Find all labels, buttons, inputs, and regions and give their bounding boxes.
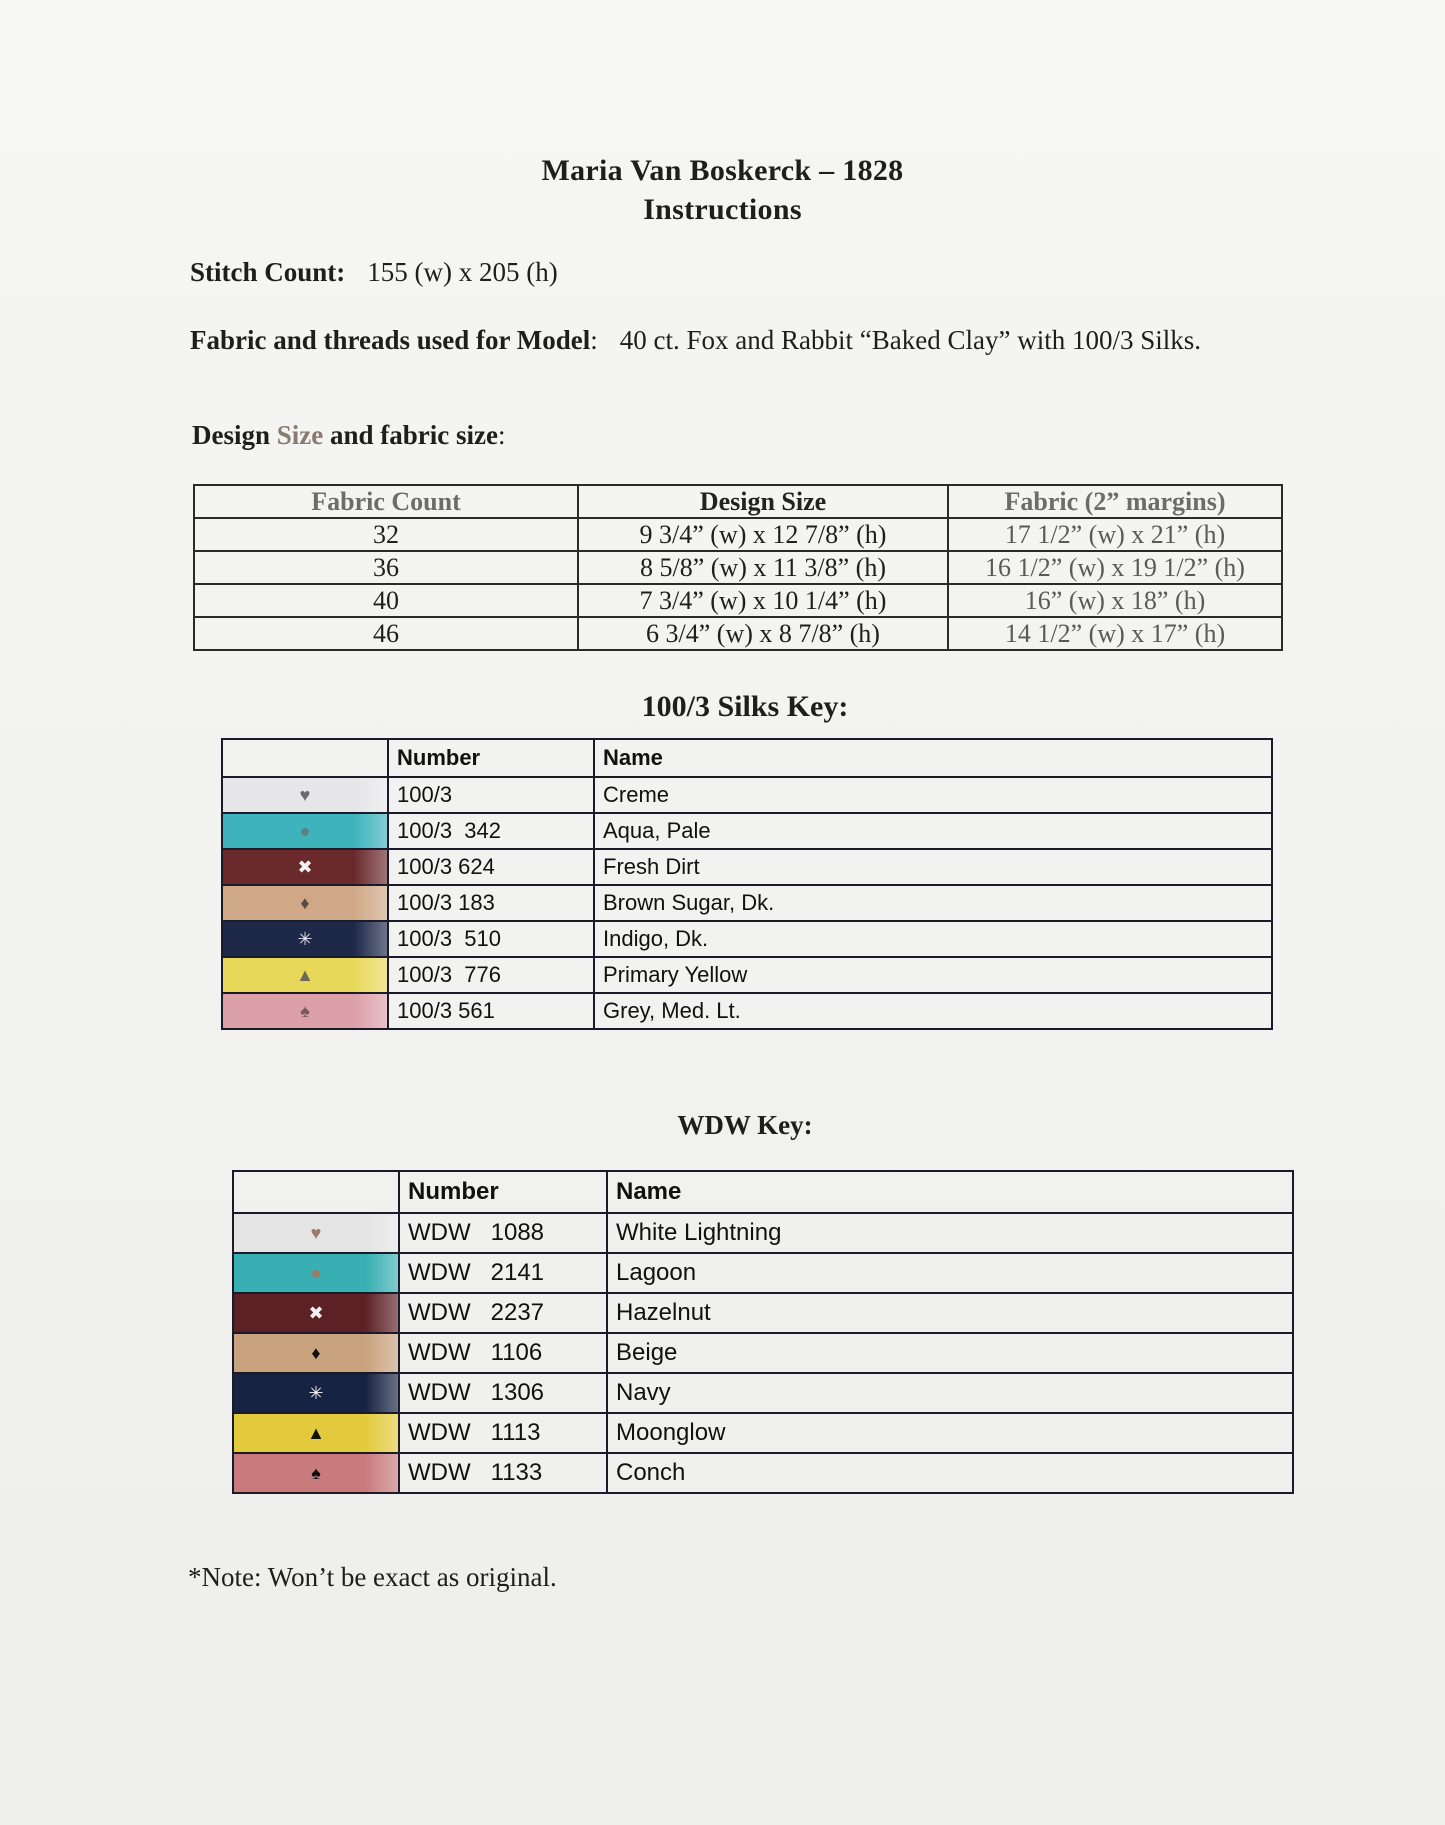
star-icon: ✳ xyxy=(297,929,313,949)
silks-thread-name: Indigo, Dk. xyxy=(594,921,1272,957)
size-header-fabric-count: Fabric Count xyxy=(194,485,578,518)
diamond-icon: ♦ xyxy=(300,893,310,913)
wdw-thread-number: WDW 2237 xyxy=(399,1293,607,1333)
table-row xyxy=(233,1253,1293,1293)
wdw-thread-name: Beige xyxy=(607,1333,1293,1373)
size-cell-count: 46 xyxy=(194,617,578,650)
table-row xyxy=(194,518,1282,551)
wdw-thread-name: White Lightning xyxy=(607,1213,1293,1253)
spade-icon: ♠ xyxy=(311,1463,321,1483)
size-table-header-row xyxy=(194,485,1282,518)
table-row xyxy=(233,1413,1293,1453)
table-row xyxy=(222,885,1272,921)
wdw-thread-name: Navy xyxy=(607,1373,1293,1413)
silks-thread-number: 100/3 342 xyxy=(388,813,594,849)
heart-icon: ♥ xyxy=(299,785,311,805)
size-cell-count: 40 xyxy=(194,584,578,617)
fabric-model-value: 40 ct. Fox and Rabbit “Baked Clay” with 100/3 Silks. xyxy=(619,325,1201,355)
size-cell-design: 7 3/4” (w) x 10 1/4” (h) xyxy=(578,584,948,617)
size-cell-count: 32 xyxy=(194,518,578,551)
fabric-model-label: Fabric and threads used for Model xyxy=(190,325,591,355)
silks-color-swatch xyxy=(222,957,388,993)
circle-icon: ● xyxy=(299,821,311,841)
table-row xyxy=(233,1213,1293,1253)
silks-color-swatch xyxy=(222,885,388,921)
silks-color-swatch xyxy=(222,849,388,885)
silks-color-swatch xyxy=(222,813,388,849)
design-size-heading-part3: and fabric size xyxy=(323,420,499,450)
wdw-thread-number: WDW 1106 xyxy=(399,1333,607,1373)
wdw-color-swatch xyxy=(233,1253,399,1293)
wdw-thread-number: WDW 1088 xyxy=(399,1213,607,1253)
silks-thread-number: 100/3 624 xyxy=(388,849,594,885)
wdw-key-header-row xyxy=(233,1171,1293,1213)
table-row xyxy=(222,777,1272,813)
silks-thread-number: 100/3 xyxy=(388,777,594,813)
table-row xyxy=(233,1373,1293,1413)
table-row xyxy=(222,849,1272,885)
silks-thread-name: Creme xyxy=(594,777,1272,813)
design-size-heading-part2: Size xyxy=(276,420,324,450)
fabric-model-colon: : xyxy=(590,325,598,355)
silks-key-title: 100/3 Silks Key: xyxy=(641,690,849,723)
table-row xyxy=(194,617,1282,650)
page-subtitle: Instructions xyxy=(643,193,802,226)
wdw-thread-name: Conch xyxy=(607,1453,1293,1493)
wdw-color-swatch xyxy=(233,1333,399,1373)
silks-thread-name: Aqua, Pale xyxy=(594,813,1272,849)
silks-key-table xyxy=(221,738,1273,1030)
fabric-model-line xyxy=(190,325,1201,356)
silks-header-number: Number xyxy=(388,739,594,777)
wdw-header-swatch xyxy=(233,1171,399,1213)
silks-header-name: Name xyxy=(594,739,1272,777)
star-icon: ✳ xyxy=(308,1383,324,1403)
wdw-thread-number: WDW 1306 xyxy=(399,1373,607,1413)
wdw-header-name: Name xyxy=(607,1171,1293,1213)
triangle-icon: ▲ xyxy=(296,965,314,985)
size-cell-design: 8 5/8” (w) x 11 3/8” (h) xyxy=(578,551,948,584)
design-size-heading-colon: : xyxy=(498,420,506,450)
wdw-thread-name: Moonglow xyxy=(607,1413,1293,1453)
silks-header-swatch xyxy=(222,739,388,777)
table-row xyxy=(194,551,1282,584)
wdw-key-title: WDW Key: xyxy=(677,1110,813,1140)
circle-icon: ● xyxy=(310,1263,322,1283)
silks-thread-number: 100/3 510 xyxy=(388,921,594,957)
table-row xyxy=(233,1293,1293,1333)
stitch-count-line xyxy=(190,257,558,288)
wdw-thread-number: WDW 1113 xyxy=(399,1413,607,1453)
diamond-icon: ♦ xyxy=(311,1343,321,1363)
stitch-count-label: Stitch Count: xyxy=(190,257,346,287)
table-row xyxy=(233,1333,1293,1373)
size-cell-fabric: 16 1/2” (w) x 19 1/2” (h) xyxy=(948,551,1282,584)
cross-icon: ✖ xyxy=(297,857,313,877)
silks-thread-name: Primary Yellow xyxy=(594,957,1272,993)
table-row xyxy=(222,993,1272,1029)
size-header-fabric-margins: Fabric (2” margins) xyxy=(948,485,1282,518)
silks-thread-number: 100/3 776 xyxy=(388,957,594,993)
silks-color-swatch xyxy=(222,777,388,813)
wdw-thread-number: WDW 2141 xyxy=(399,1253,607,1293)
size-cell-design: 6 3/4” (w) x 8 7/8” (h) xyxy=(578,617,948,650)
triangle-icon: ▲ xyxy=(307,1423,325,1443)
note-text: *Note: Won’t be exact as original. xyxy=(188,1562,557,1592)
wdw-color-swatch xyxy=(233,1213,399,1253)
wdw-color-swatch xyxy=(233,1373,399,1413)
silks-thread-name: Brown Sugar, Dk. xyxy=(594,885,1272,921)
silks-thread-number: 100/3 183 xyxy=(388,885,594,921)
size-cell-count: 36 xyxy=(194,551,578,584)
silks-thread-name: Fresh Dirt xyxy=(594,849,1272,885)
page-title: Maria Van Boskerck – 1828 xyxy=(541,154,904,187)
size-cell-fabric: 14 1/2” (w) x 17” (h) xyxy=(948,617,1282,650)
wdw-color-swatch xyxy=(233,1413,399,1453)
table-row xyxy=(233,1453,1293,1493)
silks-color-swatch xyxy=(222,921,388,957)
silks-key-header-row xyxy=(222,739,1272,777)
spade-icon: ♠ xyxy=(300,1001,310,1021)
table-row xyxy=(222,921,1272,957)
silks-thread-number: 100/3 561 xyxy=(388,993,594,1029)
size-cell-fabric: 17 1/2” (w) x 21” (h) xyxy=(948,518,1282,551)
size-cell-fabric: 16” (w) x 18” (h) xyxy=(948,584,1282,617)
silks-thread-name: Grey, Med. Lt. xyxy=(594,993,1272,1029)
size-table xyxy=(193,484,1283,651)
heart-icon: ♥ xyxy=(310,1223,322,1243)
size-header-design-size: Design Size xyxy=(578,485,948,518)
wdw-color-swatch xyxy=(233,1293,399,1333)
wdw-color-swatch xyxy=(233,1453,399,1493)
stitch-count-value: 155 (w) x 205 (h) xyxy=(367,257,558,287)
cross-icon: ✖ xyxy=(308,1303,324,1323)
wdw-thread-name: Lagoon xyxy=(607,1253,1293,1293)
table-row xyxy=(194,584,1282,617)
wdw-header-number: Number xyxy=(399,1171,607,1213)
silks-color-swatch xyxy=(222,993,388,1029)
wdw-thread-name: Hazelnut xyxy=(607,1293,1293,1333)
design-size-heading xyxy=(192,420,506,451)
size-cell-design: 9 3/4” (w) x 12 7/8” (h) xyxy=(578,518,948,551)
wdw-key-table xyxy=(232,1170,1294,1494)
wdw-thread-number: WDW 1133 xyxy=(399,1453,607,1493)
table-row xyxy=(222,957,1272,993)
table-row xyxy=(222,813,1272,849)
design-size-heading-part1: Design xyxy=(192,420,277,450)
